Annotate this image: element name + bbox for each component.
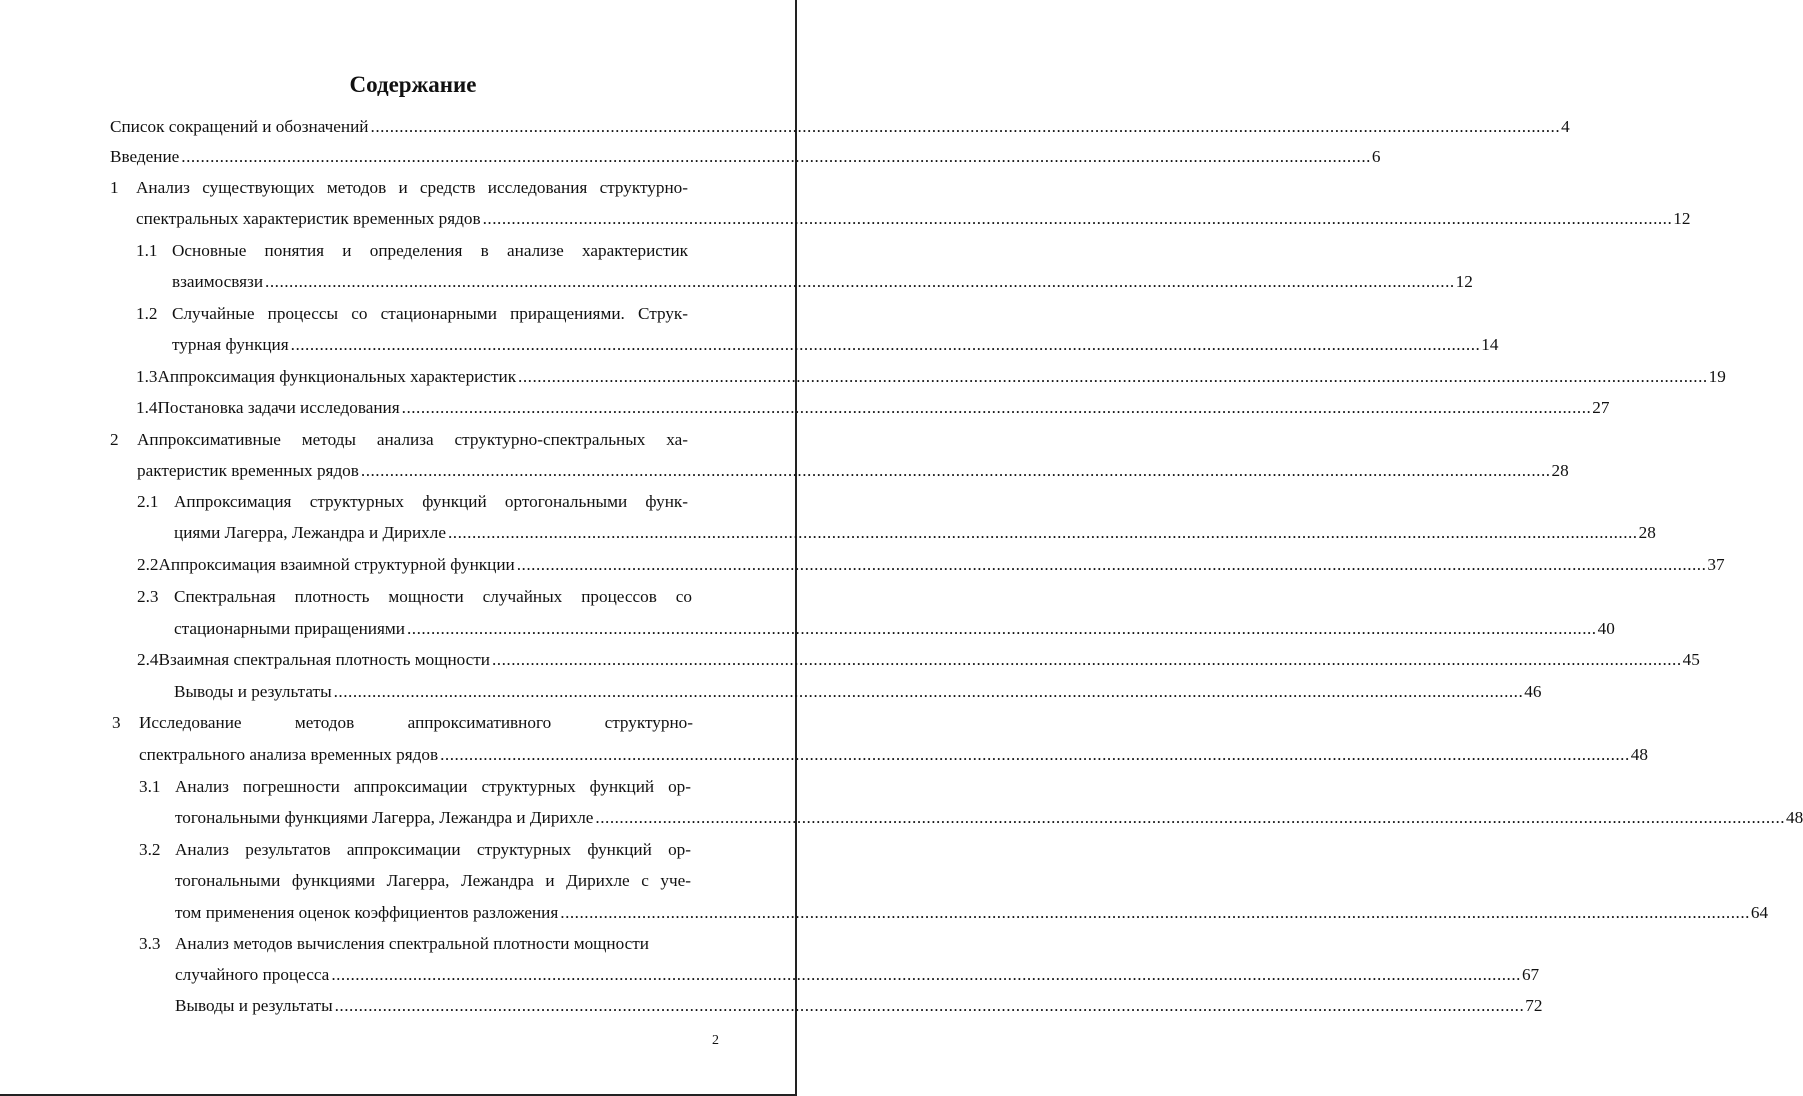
toc-entry-text: Список сокращений и обозначений bbox=[110, 117, 369, 136]
toc-entry-text: спектральных характеристик временных рядов bbox=[136, 209, 481, 228]
toc-entry[interactable] bbox=[136, 366, 1726, 388]
toc-page-number: 28 bbox=[1638, 523, 1656, 542]
toc-entry-text: Введение bbox=[110, 147, 180, 166]
toc-leader: ........................................................................................................................................................................................................................................................ bbox=[290, 335, 1481, 354]
toc-leader: ........................................................................................................................................................................................................................................................ bbox=[360, 461, 1551, 480]
toc-entry[interactable] bbox=[110, 429, 688, 451]
toc-entry-continuation[interactable] bbox=[137, 460, 1569, 482]
toc-entry[interactable] bbox=[136, 303, 688, 325]
toc-leader: ........................................................................................................................................................................................................................................................ bbox=[447, 523, 1638, 542]
toc-entry-number: 1 bbox=[110, 178, 119, 197]
toc-page-number: 40 bbox=[1597, 619, 1615, 638]
toc-entry-number: 2.4 bbox=[137, 650, 159, 669]
toc-entry[interactable] bbox=[139, 839, 691, 861]
toc-entry[interactable] bbox=[137, 586, 692, 608]
toc-leader: ........................................................................................................................................................................................................................................................ bbox=[265, 272, 1455, 291]
toc-entry-number: 2.1 bbox=[137, 492, 159, 511]
toc-entry-continuation[interactable] bbox=[174, 522, 1656, 544]
toc-entry[interactable] bbox=[139, 933, 699, 955]
toc-entry-text: тогональными функциями Лагерра, Лежандра и Дирихле с уче- bbox=[175, 871, 691, 890]
toc-page-number: 48 bbox=[1630, 745, 1648, 764]
toc-entry-number: 3.3 bbox=[139, 934, 161, 953]
toc-entry[interactable] bbox=[137, 649, 1700, 671]
toc-entry-text: спектрального анализа временных рядов bbox=[139, 745, 439, 764]
toc-entry-number: 1.3 bbox=[136, 367, 158, 386]
toc-entry-text: Исследование методов аппроксимативного структурно- bbox=[139, 713, 693, 732]
toc-leader: ........................................................................................................................................................................................................................................................ bbox=[406, 619, 1597, 638]
toc-entry-text: Аппроксимация структурных функций ортогональными функ- bbox=[174, 492, 688, 511]
toc-entry-number: 2.2 bbox=[137, 555, 159, 574]
toc-entry-continuation[interactable] bbox=[175, 964, 1540, 986]
toc-entry-text: Спектральная плотность мощности случайных процессов со bbox=[174, 587, 692, 606]
toc-entry-text: Взаимная спектральная плотность мощности bbox=[158, 650, 490, 669]
toc-entry-text: Постановка задачи исследования bbox=[157, 398, 400, 417]
toc-page-number: 27 bbox=[1592, 398, 1610, 417]
page-number: 2 bbox=[712, 1033, 719, 1048]
toc-entry-text: Анализ погрешности аппроксимации структурных функций ор- bbox=[175, 777, 691, 796]
toc-entry-text: Анализ существующих методов и средств исследования структурно- bbox=[136, 178, 688, 197]
toc-entry-text: Случайные процессы со стационарными приращениями. Струк- bbox=[172, 304, 688, 323]
toc-entry-continuation[interactable] bbox=[139, 744, 1648, 766]
toc-page-number: 14 bbox=[1481, 335, 1499, 354]
toc-page-number: 46 bbox=[1524, 682, 1542, 701]
toc-leader: ........................................................................................................................................................................................................................................................ bbox=[482, 209, 1673, 228]
toc-entry-text: Аппроксимация функциональных характеристик bbox=[157, 367, 517, 386]
toc-entry[interactable] bbox=[136, 240, 688, 262]
toc-entry-text: Выводы и результаты bbox=[174, 682, 332, 701]
toc-entry-number: 1.2 bbox=[136, 304, 158, 323]
toc-entry-text: Аппроксимация взаимной структурной функции bbox=[158, 555, 515, 574]
toc-page-number: 19 bbox=[1708, 367, 1726, 386]
toc-entry[interactable] bbox=[175, 995, 1543, 1017]
toc-entry-text: тогональными функциями Лагерра, Лежандра и Дирихле bbox=[175, 808, 594, 827]
toc-entry-text: Анализ методов вычисления спектральной плотности мощности bbox=[175, 934, 649, 953]
toc-entry-continuation[interactable] bbox=[136, 208, 1691, 230]
toc-leader: ........................................................................................................................................................................................................................................................ bbox=[334, 996, 1525, 1015]
toc-leader: ........................................................................................................................................................................................................................................................ bbox=[560, 903, 1750, 922]
toc-leader: ........................................................................................................................................................................................................................................................ bbox=[492, 650, 1682, 669]
toc-page-number: 48 bbox=[1786, 808, 1803, 827]
toc-entry[interactable] bbox=[137, 554, 1725, 576]
toc-leader: ........................................................................................................................................................................................................................................................ bbox=[401, 398, 1592, 417]
toc-entry-continuation[interactable] bbox=[175, 870, 691, 892]
toc-leader: ........................................................................................................................................................................................................................................................ bbox=[595, 808, 1786, 827]
toc-leader: ........................................................................................................................................................................................................................................................ bbox=[370, 117, 1561, 136]
toc-leader: ........................................................................................................................................................................................................................................................ bbox=[516, 555, 1707, 574]
toc-leader: ........................................................................................................................................................................................................................................................ bbox=[440, 745, 1630, 764]
toc-page-number: 45 bbox=[1682, 650, 1700, 669]
toc-entry-text: турная функция bbox=[172, 335, 289, 354]
toc-entry-text: рактеристик временных рядов bbox=[137, 461, 359, 480]
toc-entry-text: случайного процесса bbox=[175, 965, 330, 984]
toc-entry-text: стационарными приращениями bbox=[174, 619, 405, 638]
toc-entry-text: взаимосвязи bbox=[172, 272, 264, 291]
toc-page-number: 67 bbox=[1521, 965, 1540, 984]
toc-entry-text: Основные понятия и определения в анализе характеристик bbox=[172, 241, 688, 260]
toc-entry-text: Выводы и результаты bbox=[175, 996, 333, 1015]
toc-entry-number: 1.1 bbox=[136, 241, 158, 260]
toc-page-number: 28 bbox=[1551, 461, 1569, 480]
toc-entry[interactable] bbox=[110, 177, 688, 199]
toc-entry-text: Анализ результатов аппроксимации структурных функций ор- bbox=[175, 840, 691, 859]
toc-entry-number: 2.3 bbox=[137, 587, 159, 606]
toc-entry[interactable] bbox=[174, 681, 1542, 703]
toc-entry-number: 3.1 bbox=[139, 777, 161, 796]
toc-entry-text: Аппроксимативные методы анализа структурно-спектральных ха- bbox=[137, 430, 688, 449]
toc-page-number: 64 bbox=[1750, 903, 1769, 922]
toc-entry[interactable] bbox=[136, 397, 1610, 419]
toc-page-number: 4 bbox=[1561, 117, 1570, 136]
toc-entry-number: 3.2 bbox=[139, 840, 161, 859]
toc-entry-continuation[interactable] bbox=[175, 902, 1769, 924]
toc-entry-text: циями Лагерра, Лежандра и Дирихле bbox=[174, 523, 446, 542]
toc-leader: ........................................................................................................................................................................................................................................................ bbox=[333, 682, 1524, 701]
toc-entry-continuation[interactable] bbox=[172, 271, 1473, 293]
toc-leader: ........................................................................................................................................................................................................................................................ bbox=[331, 965, 1521, 984]
toc-page-number: 72 bbox=[1525, 996, 1543, 1015]
page-title: Содержание bbox=[349, 72, 477, 97]
toc-page-number: 6 bbox=[1371, 147, 1381, 166]
toc-entry-number: 1.4 bbox=[136, 398, 158, 417]
toc-entry[interactable] bbox=[137, 491, 688, 513]
toc-entry-continuation[interactable] bbox=[172, 334, 1499, 356]
toc-leader: ........................................................................................................................................................................................................................................................ bbox=[181, 147, 1371, 166]
toc-leader: ........................................................................................................................................................................................................................................................ bbox=[518, 367, 1708, 386]
toc-entry[interactable] bbox=[139, 776, 691, 798]
toc-entry-text: том применения оценок коэффициентов разложения bbox=[175, 903, 559, 922]
toc-page-number: 12 bbox=[1455, 272, 1473, 291]
toc-entry-number: 3 bbox=[112, 713, 121, 732]
toc-page-number: 12 bbox=[1673, 209, 1691, 228]
toc-entry[interactable] bbox=[112, 712, 693, 734]
toc-entry[interactable] bbox=[110, 116, 1570, 138]
toc-entry[interactable] bbox=[110, 146, 1381, 168]
toc-entry-continuation[interactable] bbox=[174, 618, 1615, 640]
toc-entry-number: 2 bbox=[110, 430, 119, 449]
toc-page-number: 37 bbox=[1707, 555, 1725, 574]
toc-entry-continuation[interactable] bbox=[175, 807, 1803, 829]
